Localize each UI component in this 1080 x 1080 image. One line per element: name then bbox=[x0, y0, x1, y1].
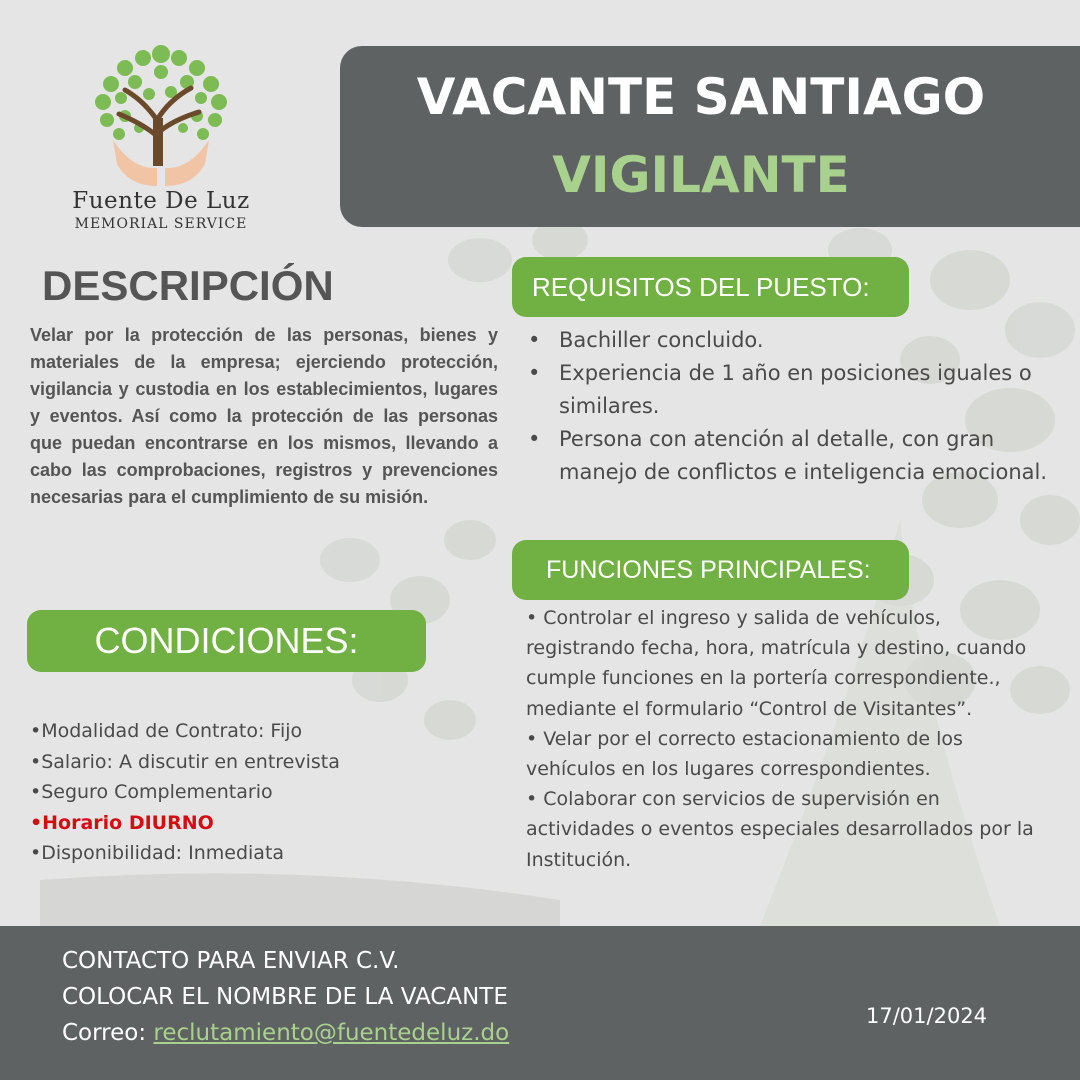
requirements-heading bbox=[512, 257, 909, 317]
instruction-line: COLOCAR EL NOMBRE DE LA VACANTE bbox=[62, 984, 508, 1010]
functions-heading-label: FUNCIONES PRINCIPALES: bbox=[546, 555, 871, 584]
list-item: •Seguro Complementario bbox=[30, 781, 273, 803]
logo-company-subtitle: MEMORIAL SERVICE bbox=[74, 216, 248, 232]
conditions-list bbox=[30, 716, 500, 869]
conditions-heading-label: CONDICIONES: bbox=[94, 620, 359, 661]
list-item: • Bachiller concluido. bbox=[528, 324, 1048, 357]
list-item: • Experiencia de 1 año en posiciones iguales o similares. bbox=[528, 357, 1048, 423]
contact-footer bbox=[0, 926, 1080, 1080]
list-item: • Persona con atención al detalle, con gran manejo de conflictos e inteligencia emocional. bbox=[528, 423, 1048, 489]
position-title: VIGILANTE bbox=[552, 146, 850, 204]
schedule-highlight: •Horario DIURNO bbox=[30, 811, 214, 834]
company-logo bbox=[55, 40, 255, 240]
bullet: • bbox=[528, 361, 541, 385]
description-text: Velar por la protección de las personas, bienes y materiales de la empresa; ejerciendo protección, vigilancia y custodia en los establecimientos, lugares y eventos. Así como la protección de las personas que puedan encontrarse en los mismos, llevando a cabo las comprobaciones, registros y prevenciones necesarias para el cumplimiento de su misión. bbox=[30, 325, 498, 507]
vacancy-title: VACANTE SANTIAGO bbox=[416, 68, 986, 126]
description-heading: DESCRIPCIÓN bbox=[42, 262, 334, 309]
post-date: 17/01/2024 bbox=[866, 1004, 988, 1028]
list-item: •Modalidad de Contrato: Fijo bbox=[30, 720, 303, 742]
email-link[interactable]: reclutamiento@fuentedeluz.do bbox=[153, 1020, 510, 1046]
list-item: • Controlar el ingreso y salida de vehículos, registrando fecha, hora, matrícula y destino, cuando cumple funciones en la portería correspondiente., mediante el formulario “Control de Visitantes”. bbox=[526, 607, 1027, 720]
bullet: • bbox=[528, 328, 541, 352]
requirements-list bbox=[528, 324, 1048, 489]
bullet: • bbox=[528, 427, 541, 451]
list-item: • Velar por el correcto estacionamiento de los vehículos en los lugares correspondientes. bbox=[526, 727, 963, 781]
email-line bbox=[62, 1020, 509, 1046]
email-label: Correo: bbox=[62, 1020, 154, 1046]
list-item: •Salario: A discutir en entrevista bbox=[30, 750, 340, 773]
list-item: • Colaborar con servicios de supervisión en actividades o eventos especiales desarrollados por la Institución. bbox=[526, 788, 1034, 871]
functions-list bbox=[526, 603, 1046, 875]
contact-line: CONTACTO PARA ENVIAR C.V. bbox=[62, 948, 400, 974]
tree-in-hands-icon bbox=[73, 40, 249, 190]
requirements-heading-label: REQUISITOS DEL PUESTO: bbox=[532, 271, 870, 302]
list-item: •Disponibilidad: Inmediata bbox=[30, 842, 285, 864]
logo-company-name: Fuente De Luz bbox=[72, 188, 250, 214]
conditions-heading bbox=[27, 610, 426, 672]
title-banner bbox=[340, 46, 1080, 227]
functions-heading bbox=[512, 540, 909, 600]
